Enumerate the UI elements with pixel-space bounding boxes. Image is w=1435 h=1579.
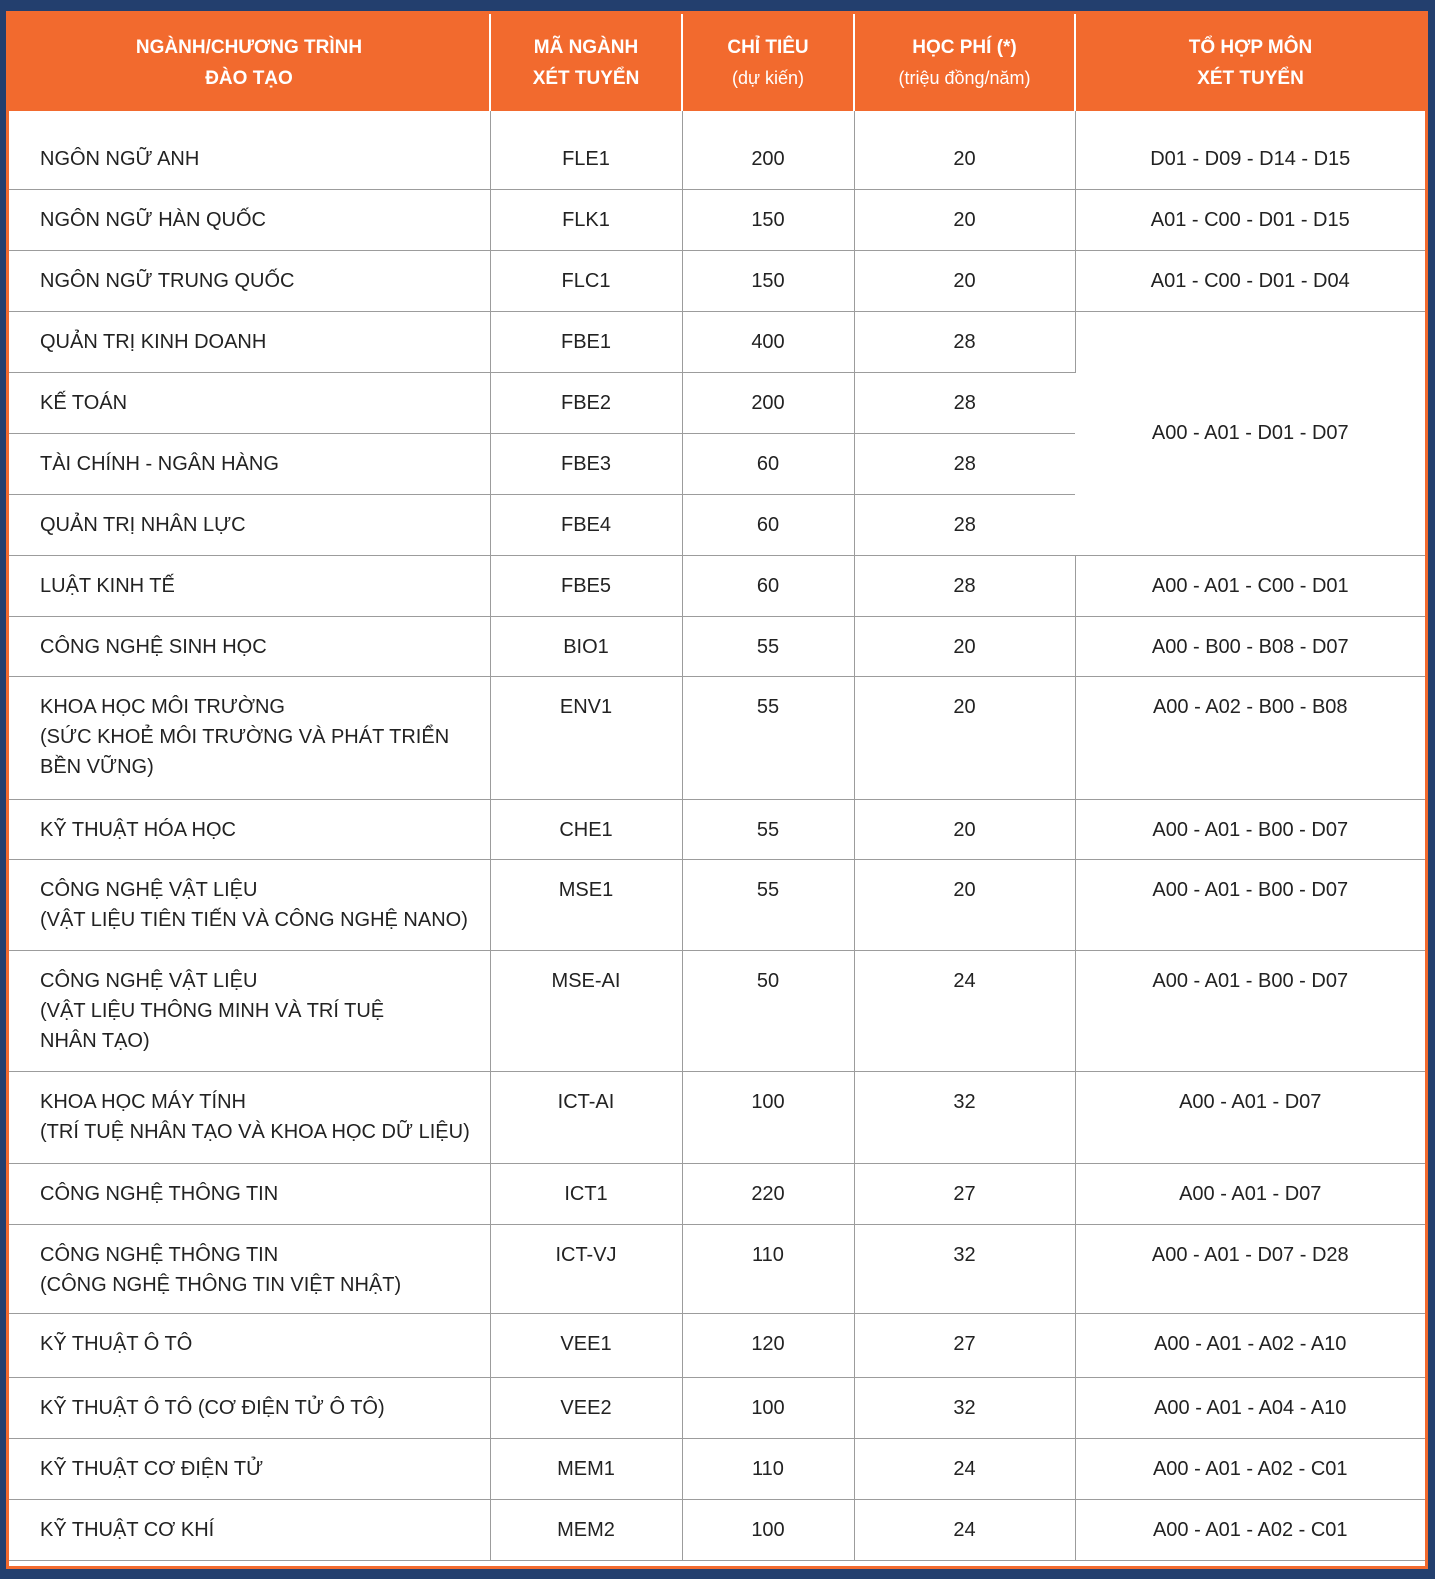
program-name-line: (TRÍ TUỆ NHÂN TẠO VÀ KHOA HỌC DỮ LIỆU) — [40, 1120, 470, 1143]
table-row — [9, 1224, 1425, 1313]
program-name-line: (VẬT LIỆU THÔNG MINH VÀ TRÍ TUỆ — [40, 999, 385, 1022]
program-name-line: NGÔN NGỮ ANH — [40, 148, 200, 170]
header-subjects — [1075, 14, 1425, 111]
table-header-row — [9, 14, 1425, 111]
quota-cell: 60 — [682, 433, 854, 494]
program-code-cell: FBE1 — [490, 311, 682, 372]
table-row — [9, 555, 1425, 616]
fee-cell: 20 — [854, 799, 1075, 859]
fee-cell: 28 — [854, 433, 1075, 494]
header-program-line-1: NGÀNH/CHƯƠNG TRÌNH — [135, 36, 363, 58]
header-code-line-2: XÉT TUYỂN — [532, 67, 640, 89]
program-name-cell — [9, 189, 490, 250]
program-name-line: (SỨC KHOẺ MÔI TRƯỜNG VÀ PHÁT TRIỂN — [40, 725, 450, 748]
program-name-line: KHOA HỌC MÔI TRƯỜNG — [40, 695, 285, 718]
program-name-cell — [9, 1313, 490, 1377]
fee-cell: 20 — [854, 111, 1075, 189]
table-row — [9, 859, 1425, 950]
program-code-cell: VEE2 — [490, 1377, 682, 1438]
subject-combination-cell: A00 - A01 - D07 — [1075, 1163, 1425, 1224]
program-name-cell — [9, 555, 490, 616]
header-quota-subtitle: (dự kiến) — [731, 67, 805, 88]
program-code-cell: ICT-VJ — [490, 1224, 682, 1313]
program-code-cell: MSE1 — [490, 859, 682, 950]
quota-cell: 55 — [682, 616, 854, 676]
subject-combination-cell: A00 - A01 - A02 - C01 — [1075, 1438, 1425, 1499]
table-row — [9, 111, 1425, 189]
program-name-line: LUẬT KINH TẾ — [40, 574, 175, 597]
admissions-table-frame — [6, 11, 1428, 1569]
program-name-cell — [9, 372, 490, 433]
program-code-cell: FLE1 — [490, 111, 682, 189]
header-fee — [854, 14, 1075, 111]
program-name-cell — [9, 311, 490, 372]
header-program-line-2: ĐÀO TẠO — [205, 67, 293, 89]
quota-cell: 220 — [682, 1163, 854, 1224]
program-code-cell: ENV1 — [490, 676, 682, 799]
program-name-cell — [9, 950, 490, 1071]
program-code-cell: BIO1 — [490, 616, 682, 676]
fee-cell: 24 — [854, 1438, 1075, 1499]
table-row — [9, 616, 1425, 676]
program-code-cell: MEM2 — [490, 1499, 682, 1560]
program-name-line: QUẢN TRỊ KINH DOANH — [40, 330, 267, 353]
table-body — [9, 111, 1425, 1560]
table-row — [9, 1499, 1425, 1560]
subject-combination-cell: A00 - A01 - D07 - D28 — [1075, 1224, 1425, 1313]
table-row — [9, 676, 1425, 799]
quota-cell: 200 — [682, 372, 854, 433]
fee-cell: 20 — [854, 859, 1075, 950]
program-code-cell: FBE3 — [490, 433, 682, 494]
fee-cell: 27 — [854, 1163, 1075, 1224]
program-name-line: NGÔN NGỮ HÀN QUỐC — [40, 208, 266, 231]
program-code-cell: CHE1 — [490, 799, 682, 859]
header-subjects-line-1: TỔ HỢP MÔN — [1188, 36, 1313, 58]
header-code-line-1: MÃ NGÀNH — [533, 36, 639, 58]
fee-cell: 28 — [854, 372, 1075, 433]
program-code-cell: FBE5 — [490, 555, 682, 616]
program-name-line: CÔNG NGHỆ SINH HỌC — [40, 635, 267, 658]
program-code-cell: FBE4 — [490, 494, 682, 555]
subject-combination-cell: A00 - A01 - A02 - A10 — [1075, 1313, 1425, 1377]
program-name-line: (CÔNG NGHỆ THÔNG TIN VIỆT NHẬT) — [40, 1273, 402, 1296]
program-name-line: CÔNG NGHỆ VẬT LIỆU — [40, 878, 258, 901]
table-row — [9, 1313, 1425, 1377]
quota-cell: 150 — [682, 189, 854, 250]
program-name-line: KỸ THUẬT CƠ ĐIỆN TỬ — [40, 1457, 264, 1480]
fee-cell: 28 — [854, 311, 1075, 372]
fee-cell: 32 — [854, 1224, 1075, 1313]
fee-cell: 24 — [854, 950, 1075, 1071]
program-name-line: QUẢN TRỊ NHÂN LỰC — [40, 513, 246, 536]
program-name-line: (VẬT LIỆU TIÊN TIẾN VÀ CÔNG NGHỆ NANO) — [40, 908, 468, 931]
program-name-line: KHOA HỌC MÁY TÍNH — [40, 1090, 246, 1113]
program-code-cell: ICT1 — [490, 1163, 682, 1224]
table-row — [9, 799, 1425, 859]
quota-cell: 60 — [682, 555, 854, 616]
header-quota-title: CHỈ TIÊU — [727, 36, 809, 58]
header-fee-title: HỌC PHÍ (*) — [912, 36, 1017, 58]
fee-cell: 28 — [854, 494, 1075, 555]
header-subjects-line-2: XÉT TUYỂN — [1197, 67, 1304, 89]
subject-combination-cell: A00 - A01 - C00 - D01 — [1075, 555, 1425, 616]
program-name-line: CÔNG NGHỆ THÔNG TIN — [40, 1182, 279, 1205]
program-name-cell — [9, 1499, 490, 1560]
table-row — [9, 311, 1425, 372]
quota-cell: 100 — [682, 1499, 854, 1560]
program-name-cell — [9, 799, 490, 859]
header-code — [490, 14, 682, 111]
fee-cell: 20 — [854, 189, 1075, 250]
subject-combination-cell: A00 - A01 - B00 - D07 — [1075, 799, 1425, 859]
header-quota — [682, 14, 854, 111]
program-code-cell: MEM1 — [490, 1438, 682, 1499]
fee-cell: 20 — [854, 250, 1075, 311]
header-program — [9, 14, 490, 111]
quota-cell: 50 — [682, 950, 854, 1071]
fee-cell: 20 — [854, 616, 1075, 676]
quota-cell: 120 — [682, 1313, 854, 1377]
subject-combination-cell: A00 - A01 - B00 - D07 — [1075, 950, 1425, 1071]
program-name-cell — [9, 1438, 490, 1499]
program-name-line: KỸ THUẬT HÓA HỌC — [40, 818, 236, 841]
program-name-line: KẾ TOÁN — [40, 391, 128, 414]
program-code-cell: FLK1 — [490, 189, 682, 250]
table-row — [9, 250, 1425, 311]
program-name-line: CÔNG NGHỆ THÔNG TIN — [40, 1243, 279, 1266]
quota-cell: 60 — [682, 494, 854, 555]
quota-cell: 55 — [682, 859, 854, 950]
program-name-cell — [9, 859, 490, 950]
quota-cell: 55 — [682, 676, 854, 799]
quota-cell: 400 — [682, 311, 854, 372]
program-name-cell — [9, 494, 490, 555]
subject-combination-cell: D01 - D09 - D14 - D15 — [1075, 111, 1425, 189]
program-code-cell: ICT-AI — [490, 1071, 682, 1163]
program-name-cell — [9, 111, 490, 189]
program-code-cell: MSE-AI — [490, 950, 682, 1071]
subject-combination-cell: A00 - A01 - A04 - A10 — [1075, 1377, 1425, 1438]
program-name-cell — [9, 1377, 490, 1438]
program-name-cell — [9, 676, 490, 799]
table-row — [9, 950, 1425, 1071]
subject-combination-cell: A00 - A01 - D01 - D07 — [1075, 311, 1425, 555]
program-code-cell: VEE1 — [490, 1313, 682, 1377]
table-row — [9, 189, 1425, 250]
fee-cell: 32 — [854, 1071, 1075, 1163]
admissions-table — [9, 14, 1425, 1561]
program-code-cell: FLC1 — [490, 250, 682, 311]
fee-cell: 20 — [854, 676, 1075, 799]
program-name-cell — [9, 616, 490, 676]
program-name-cell — [9, 1163, 490, 1224]
subject-combination-cell: A00 - A01 - D07 — [1075, 1071, 1425, 1163]
program-name-line: KỸ THUẬT Ô TÔ — [40, 1332, 193, 1355]
program-name-line: TÀI CHÍNH - NGÂN HÀNG — [40, 452, 279, 475]
table-row — [9, 1071, 1425, 1163]
quota-cell: 110 — [682, 1438, 854, 1499]
fee-cell: 27 — [854, 1313, 1075, 1377]
table-row — [9, 1163, 1425, 1224]
program-code-cell: FBE2 — [490, 372, 682, 433]
program-name-line: NGÔN NGỮ TRUNG QUỐC — [40, 269, 295, 292]
subject-combination-cell: A00 - A02 - B00 - B08 — [1075, 676, 1425, 799]
program-name-line: CÔNG NGHỆ VẬT LIỆU — [40, 969, 258, 992]
program-name-line: KỸ THUẬT CƠ KHÍ — [40, 1518, 215, 1541]
program-name-cell — [9, 433, 490, 494]
fee-cell: 24 — [854, 1499, 1075, 1560]
program-name-cell — [9, 1224, 490, 1313]
quota-cell: 55 — [682, 799, 854, 859]
quota-cell: 100 — [682, 1071, 854, 1163]
program-name-cell — [9, 250, 490, 311]
subject-combination-cell: A01 - C00 - D01 - D15 — [1075, 189, 1425, 250]
program-name-line: NHÂN TẠO) — [40, 1029, 150, 1052]
program-name-line: BỀN VỮNG) — [40, 755, 154, 778]
subject-combination-cell: A00 - A01 - A02 - C01 — [1075, 1499, 1425, 1560]
subject-combination-cell: A00 - A01 - B00 - D07 — [1075, 859, 1425, 950]
table-row — [9, 1377, 1425, 1438]
header-fee-subtitle: (triệu đồng/năm) — [898, 67, 1031, 88]
quota-cell: 110 — [682, 1224, 854, 1313]
program-name-line: KỸ THUẬT Ô TÔ (CƠ ĐIỆN TỬ Ô TÔ) — [40, 1396, 385, 1419]
quota-cell: 150 — [682, 250, 854, 311]
fee-cell: 28 — [854, 555, 1075, 616]
fee-cell: 32 — [854, 1377, 1075, 1438]
subject-combination-cell: A00 - B00 - B08 - D07 — [1075, 616, 1425, 676]
quota-cell: 100 — [682, 1377, 854, 1438]
table-row — [9, 1438, 1425, 1499]
program-name-cell — [9, 1071, 490, 1163]
subject-combination-cell: A01 - C00 - D01 - D04 — [1075, 250, 1425, 311]
quota-cell: 200 — [682, 111, 854, 189]
